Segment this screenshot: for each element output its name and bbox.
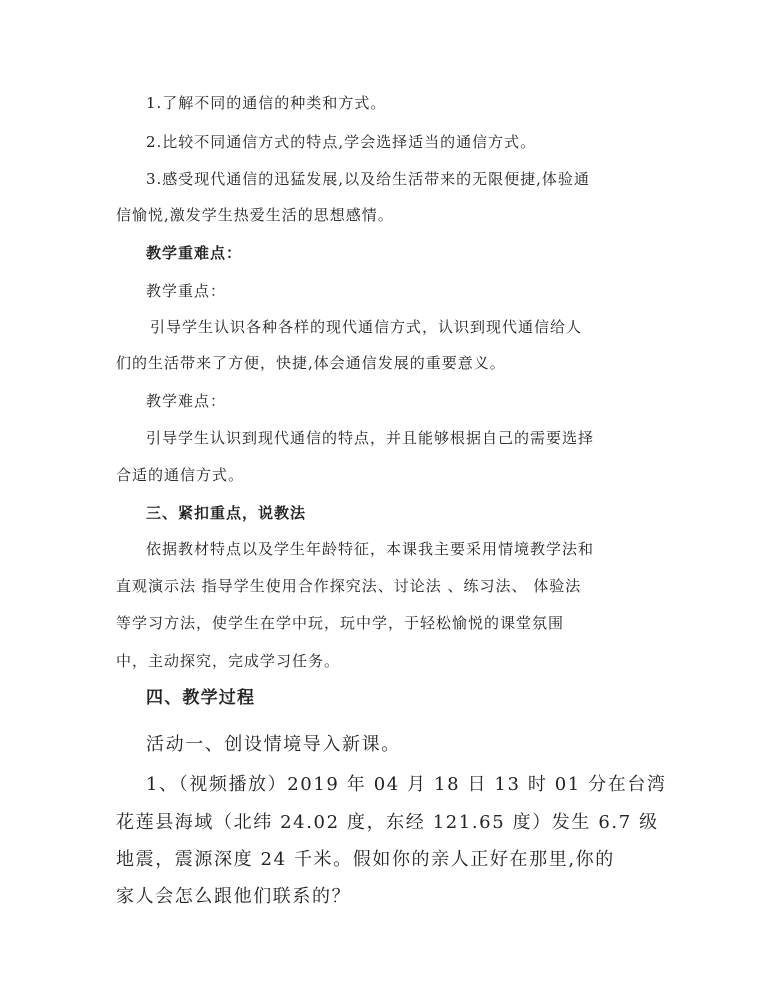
section3-line2: 直观演示法 指导学生使用合作探究法、讨论法 、练习法、 体验法 [116, 577, 582, 595]
section3-line4: 中，主动探究，完成学习任务。 [116, 652, 341, 670]
section4-heading: 四、教学过程 [146, 688, 256, 708]
section3-heading: 三、紧扣重点，说教法 [146, 504, 307, 522]
focus-text-line2: 们的生活带来了方便，快捷,体会通信发展的重要意义。 [116, 354, 506, 372]
focus-label: 教学重点： [146, 282, 227, 300]
scenario-line2: 花莲县海域（北纬 24.02 度，东经 121.65 度）发生 6.7 级 [116, 812, 659, 833]
difficulty-text-line1: 引导学生认识到现代通信的特点，并且能够根据自己的需要选择 [146, 429, 595, 447]
objective-3-line1: 3.感受现代通信的迅猛发展,以及给生活带来的无限便捷,体验通 [146, 170, 590, 188]
scenario-line4: 家人会怎么跟他们联系的？ [116, 886, 352, 907]
key-points-heading: 教学重难点： [146, 244, 243, 262]
focus-text-line1: 引导学生认识各种各样的现代通信方式，认识到现代通信给人 [150, 318, 583, 336]
objective-2: 2.比较不同通信方式的特点,学会选择适当的通信方式。 [146, 133, 537, 151]
difficulty-text-line2: 合适的通信方式。 [116, 466, 245, 484]
difficulty-label: 教学难点： [146, 392, 227, 410]
section3-line1: 依据教材特点以及学生年龄特征，本课我主要采用情境教学法和 [146, 540, 595, 558]
scenario-line1: 1、（视频播放）2019 年 04 月 18 日 13 时 01 分在台湾 [146, 774, 667, 795]
objective-1: 1.了解不同的通信的种类和方式。 [146, 94, 387, 112]
activity1-title: 活动一、创设情境导入新课。 [146, 734, 401, 755]
objective-3-line2: 信愉悦,激发学生热爱生活的思想感情。 [116, 206, 394, 224]
section3-line3: 等学习方法，使学生在学中玩，玩中学，于轻松愉悦的课堂氛围 [116, 614, 565, 632]
scenario-line3: 地震，震源深度 24 千米。假如你的亲人正好在那里,你的 [116, 849, 615, 870]
